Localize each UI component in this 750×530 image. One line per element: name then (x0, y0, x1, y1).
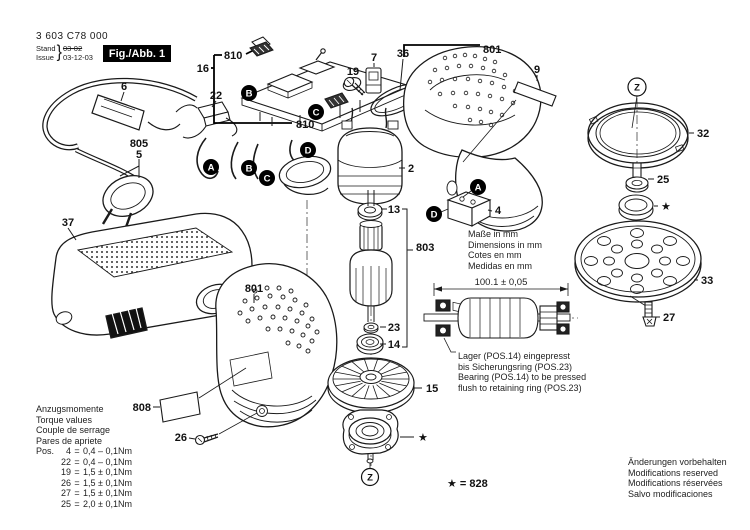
torque-title-de: Anzugsmomente (36, 404, 104, 414)
label-star-right: ★ (661, 201, 671, 213)
bearing-flange-part-star (343, 410, 398, 468)
callout-b-2 (241, 160, 257, 176)
callout-d-2 (426, 206, 442, 222)
label-801-left: 801 (244, 283, 264, 295)
screw-part-27 (643, 302, 656, 326)
label-32: 32 (697, 128, 710, 140)
label-7: 7 (370, 52, 378, 64)
label-25: 25 (657, 174, 670, 186)
svg-text:Z: Z (634, 82, 640, 94)
torque-row: 25 = 2,0 ± 0,1Nm (60, 498, 132, 509)
stator-part-2 (338, 108, 402, 204)
label-22: 22 (209, 90, 223, 102)
issue-date: 03-12-03 (62, 52, 93, 62)
torque-title-es: Pares de apriete (36, 435, 103, 446)
stand-issue-block (36, 45, 108, 62)
label-36: 36 (396, 48, 410, 60)
label-801-top: 801 (483, 44, 502, 56)
torque-row: 27 = 1,5 ± 0,1Nm (60, 488, 132, 498)
connector-part-810-top (250, 37, 273, 56)
label-810-bottom: 810 (296, 119, 315, 131)
torque-row: 26 = 1,5 ± 0,1Nm (60, 477, 132, 488)
torque-row: 19 = 1,5 ± 0,1Nm (60, 467, 132, 477)
label-810-top: 810 (224, 50, 243, 62)
svg-text:A: A (474, 182, 482, 194)
svg-text:D: D (430, 209, 438, 221)
label-2: 2 (408, 163, 415, 175)
label-803: 803 (416, 242, 435, 254)
label-33: 33 (701, 275, 714, 287)
pcb-assembly (242, 49, 410, 131)
label-star-mid: ★ (418, 432, 428, 444)
dust-funnel-part-d (276, 152, 333, 194)
label-27: 27 (663, 312, 676, 324)
label-9: 9 (533, 64, 541, 76)
label-16: 16 (196, 63, 209, 75)
dimension-value: 100.1 ± 0,05 (474, 277, 528, 288)
callout-a-2 (470, 179, 486, 195)
label-4: 4 (495, 205, 502, 217)
seal-part-star (619, 195, 653, 220)
bearing-part-13 (358, 203, 382, 220)
label-14: 14 (387, 339, 401, 351)
label-15: 15 (426, 383, 439, 395)
callout-d-1 (300, 142, 316, 158)
torque-title-fr: Couple de serrage (36, 425, 111, 435)
callout-b-1 (241, 85, 257, 101)
bearing-note: Lager (POS.14) eingepresst bis Sicherungsring (POS.23) Bearing (POS.14) to be pressed flush to retaining ring (POS.23) (458, 351, 587, 393)
stand-label: Stand (36, 44, 56, 53)
dimensions-note: Maße in mm Dimensions in mm Cotes en mm Medidas en mm (468, 229, 543, 271)
bearing-part-14 (357, 334, 383, 354)
old-date: 03-02 (62, 44, 83, 53)
callout-a-1 (203, 159, 219, 175)
armature-detail-drawing (424, 283, 578, 352)
figure-label-box (103, 45, 171, 62)
power-plug-part-805 (76, 150, 159, 230)
label-19: 19 (346, 66, 360, 78)
switch-module-part-7 (366, 68, 381, 93)
part-number: 3 603 C78 000 (36, 31, 109, 42)
figure-label: Fig./Abb. 1 (108, 47, 166, 60)
fan-part-15 (328, 358, 414, 413)
callout-z-top (628, 78, 646, 96)
label-13: 13 (387, 204, 401, 216)
svg-text:A: A (207, 162, 215, 174)
wire-harness-part-22 (176, 102, 237, 138)
pos-label: Pos. (36, 446, 55, 456)
svg-text:B: B (245, 88, 253, 100)
star-legend: ★ = 828 (447, 478, 488, 490)
svg-text:D: D (304, 145, 312, 157)
screw-part-26 (196, 413, 258, 445)
brace-glyph: } (56, 43, 62, 63)
modifications-note: Änderungen vorbehalten Modifications reserved Modifications réservées Salvo modificaciones (628, 457, 727, 499)
callout-c-2 (259, 170, 275, 186)
label-805: 805 (129, 138, 149, 150)
svg-text:Z: Z (367, 472, 373, 484)
washer-part-23 (364, 323, 378, 333)
retaining-ring-part-32 (588, 96, 688, 168)
torque-row: Pos. 4 = 0,4 – 0,1Nm (36, 446, 133, 456)
issue-label: Issue (36, 52, 54, 62)
label-26: 26 (174, 432, 187, 444)
sander-base-part-801 (216, 264, 337, 427)
torque-title-en: Torque values (36, 414, 93, 425)
svg-text:B: B (245, 163, 253, 175)
callout-z-bottom (362, 469, 379, 486)
title-block (36, 31, 108, 62)
label-23: 23 (387, 322, 401, 334)
label-808: 808 (132, 402, 151, 414)
label-37: 37 (61, 217, 75, 229)
callout-c-1 (308, 104, 324, 120)
svg-text:C: C (263, 173, 271, 185)
torque-table (36, 404, 132, 509)
label-6: 6 (120, 81, 128, 93)
torque-row: 22 = 0,4 – 0,1Nm (60, 456, 133, 467)
label-5: 5 (135, 149, 143, 161)
svg-text:C: C (312, 107, 320, 119)
